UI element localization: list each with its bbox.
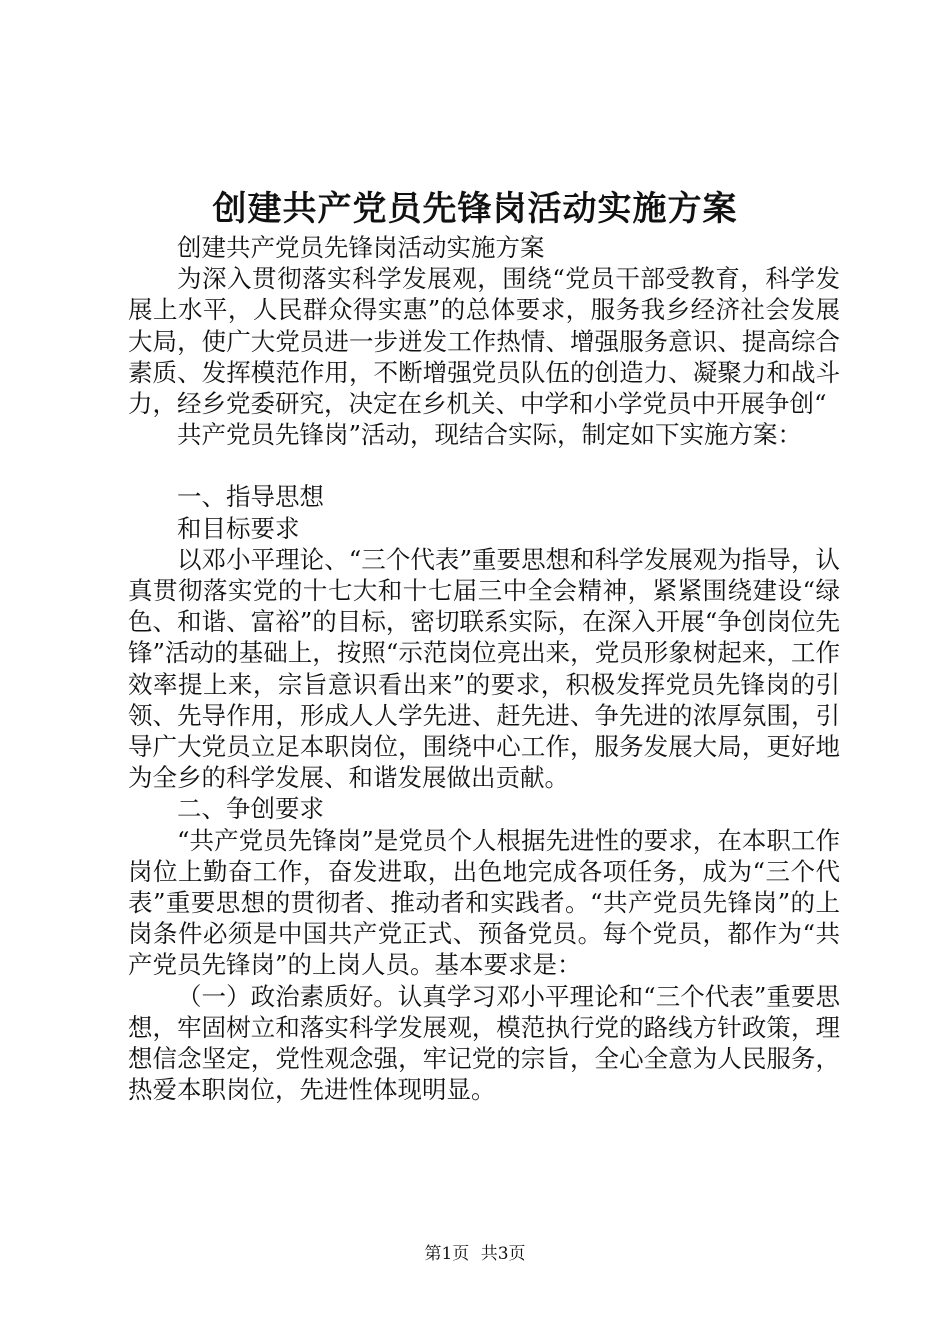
paragraph-subtitle: 创建共产党员先锋岗活动实施方案 xyxy=(177,233,545,262)
document-title: 创建共产党员先锋岗活动实施方案 xyxy=(212,189,738,229)
paragraph-intro: 为深入贯彻落实科学发展观，围绕“党员干部受教育，科学发展上水平，人民群众得实惠”的总体要求，服务我乡经济社会发展大局，使广大党员进一步迸发工作热情、增强服务意识、提高综合素质、发挥模范作用，不断增强党员队伍的创造力、凝聚力和战斗力，经乡党委研究，决定在乡机关、中学和小学党员中开展争创“ xyxy=(128,264,840,419)
section-heading-requirements: 二、争创要求 xyxy=(177,794,324,824)
paragraph-guiding-thought: 以邓小平理论、“三个代表”重要思想和科学发展观为指导，认真贯彻落实党的十七大和十七届三中全会精神，紧紧围绕建设“绿色、和谐、富裕”的目标，密切联系实际，在深入开展“争创岗位先锋”活动的基础上，按照“示范岗位亮出来，党员形象树起来，工作效率提上来，宗旨意识看出来”的要求，积极发挥党员先锋岗的引领、先导作用，形成人人学先进、赶先进、争先进的浓厚氛围，引导广大党员立足本职岗位，围绕中心工作，服务发展大局，更好地为全乡的科学发展、和谐发展做出贡献。 xyxy=(128,544,840,793)
section-heading-guiding-thought: 一、指导思想 xyxy=(177,482,324,512)
paragraph-requirements: “共产党员先锋岗”是党员个人根据先进性的要求，在本职工作岗位上勤奋工作，奋发进取，出色地完成各项任务，成为“三个代表”重要思想的贯彻者、推动者和实践者。“共产党员先锋岗”的上岗条件必须是中国共产党正式、预备党员。每个党员，都作为“共产党员先锋岗”的上岗人员。基本要求是： xyxy=(128,825,840,980)
paragraph-intro-continued: 共产党员先锋岗”活动，现结合实际，制定如下实施方案： xyxy=(177,420,803,450)
page-footer xyxy=(0,1240,950,1268)
document-body xyxy=(128,232,840,1105)
page-total: 共3页 xyxy=(480,1244,526,1264)
page-number: 第1页 xyxy=(424,1244,470,1264)
paragraph-political-quality: （一）政治素质好。认真学习邓小平理论和“三个代表”重要思想，牢固树立和落实科学发展观，模范执行党的路线方针政策，理想信念坚定，党性观念强，牢记党的宗旨，全心全意为人民服务，热爱本职岗位，先进性体现明显。 xyxy=(128,981,840,1105)
section-heading-goals: 和目标要求 xyxy=(177,513,300,543)
